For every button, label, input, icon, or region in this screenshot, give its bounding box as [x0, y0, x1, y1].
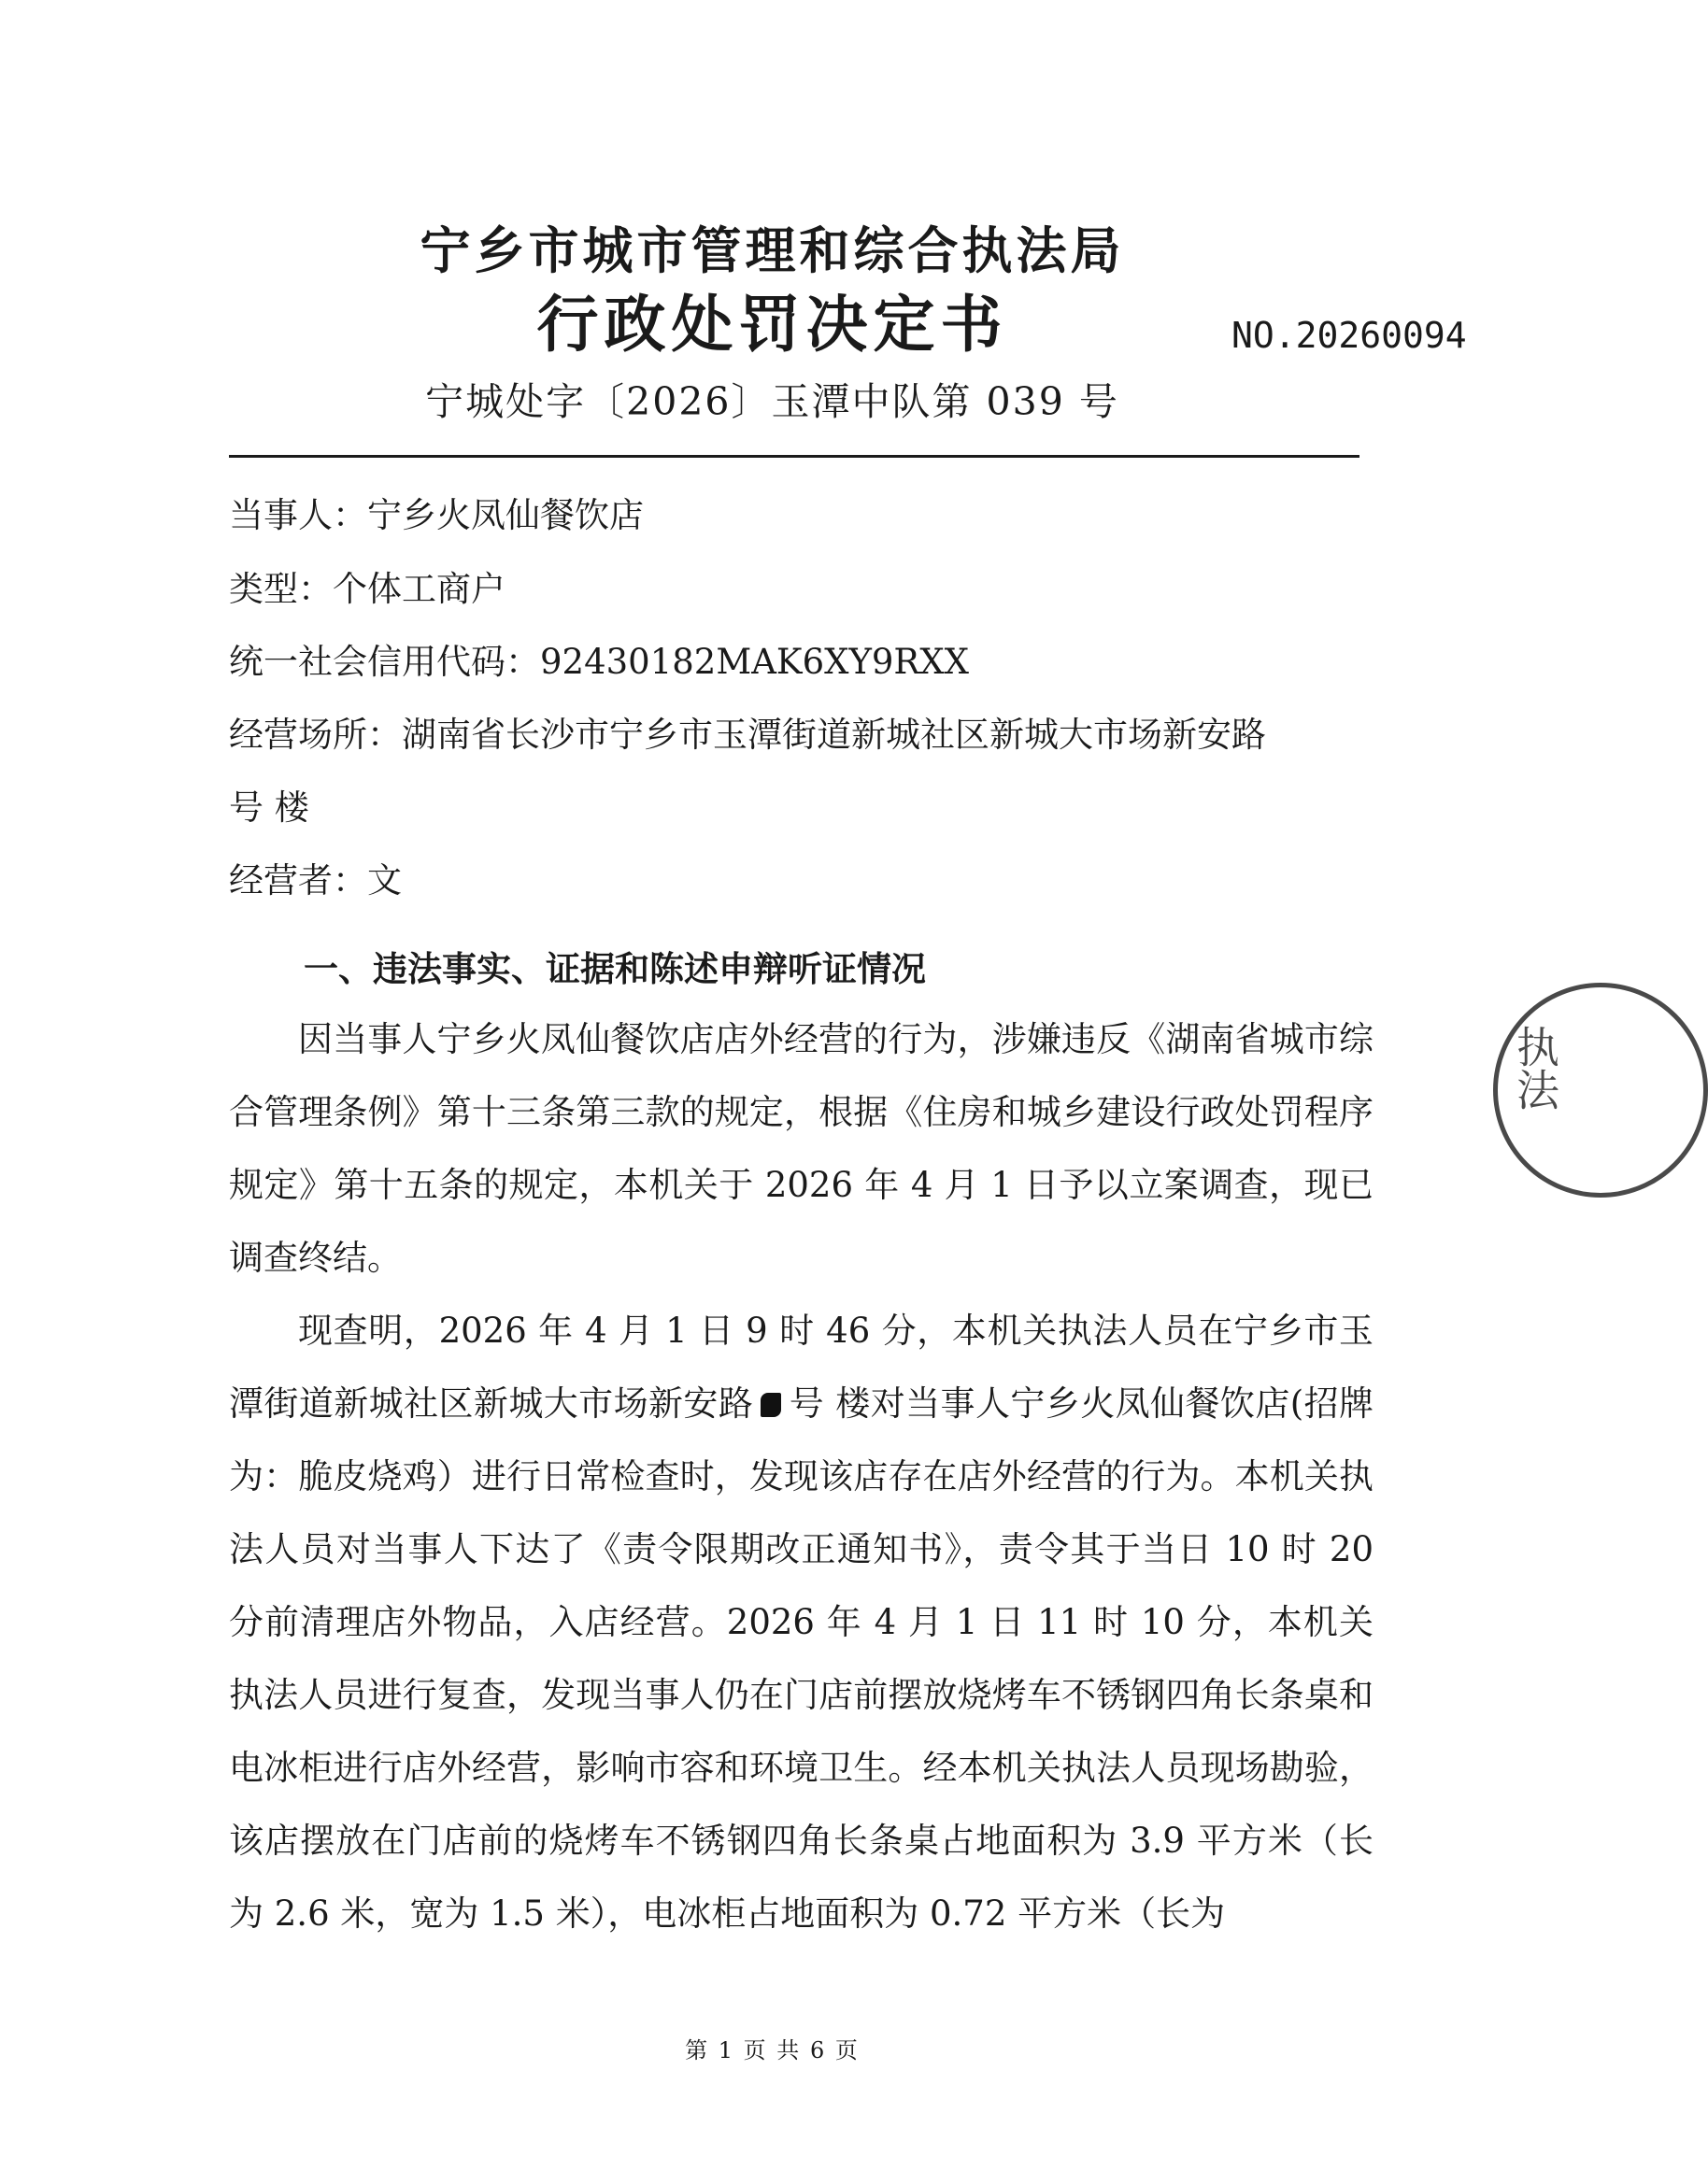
document-title: 行政处罚决定书 [536, 288, 1008, 361]
business-location-line: 经营场所：湖南省长沙市宁乡市玉潭街道新城社区新城大市场新安路 [229, 715, 1266, 755]
body-paragraph-2-part-1: 现查明，2026 年 4 月 1 日 9 时 46 分，本机关执法人员在宁乡市玉潭街道新城社区新城大市场新安路 [229, 1311, 1374, 1424]
official-seal [1493, 983, 1708, 1198]
operator-line: 经营者：文 [229, 860, 402, 901]
issuing-organization-title: 宁乡市城市管理和综合执法局 [420, 220, 1125, 280]
serial-number: NO.20260094 [1231, 315, 1467, 356]
body-paragraph-2-part-2: 号 楼对当事人宁乡火凤仙餐饮店(招牌为：脆皮烧鸡）进行日常检查时，发现该店存在店外经营的行为。本机关执法人员对当事人下达了《责令限期改正通知书》，责令其于当日 10 时 20 分前清理店外物品，入店经营。2026 年 4 月 1 日 11 时 10 分，本机关执法人员进行复查，发现当事人仍在门店前摆放烧烤车不锈钢四角长条桌和电冰柜进行店外经营，影响市容和环境卫生。经本机关执法人员现场勘验，该店摆放在门店前的烧烤车不锈钢四角长条桌占地面积为 3.9 平方米（长为 2.6 米，宽为 1.5 米），电冰柜占地面积为 0.72 平方米（长为 [229, 1383, 1374, 1934]
header-divider [229, 455, 1359, 458]
document-number: 宁城处字〔2026〕玉潭中队第 039 号 [425, 379, 1119, 424]
page-number: 第 1 页 共 6 页 [685, 2037, 860, 2063]
redaction-mark [761, 1393, 781, 1417]
seal-text: 执法 [1510, 1025, 1560, 1111]
party-name-line: 当事人：宁乡火凤仙餐饮店 [229, 495, 644, 535]
business-location-line-2: 号 楼 [229, 787, 309, 828]
body-paragraph-2 [229, 1295, 1374, 1950]
body-paragraph-1: 因当事人宁乡火凤仙餐饮店店外经营的行为，涉嫌违反《湖南省城市综合管理条例》第十三条第三款的规定，根据《住房和城乡建设行政处罚程序规定》第十五条的规定，本机关于 2026 年 4 月 1 日予以立案调查，现已调查终结。 [229, 1019, 1374, 1278]
credit-code-line: 统一社会信用代码：92430182MAK6XY9RXX [229, 642, 969, 682]
section-heading: 一、违法事实、证据和陈述申辩听证情况 [304, 948, 926, 989]
party-type-line: 类型：个体工商户 [229, 569, 505, 609]
